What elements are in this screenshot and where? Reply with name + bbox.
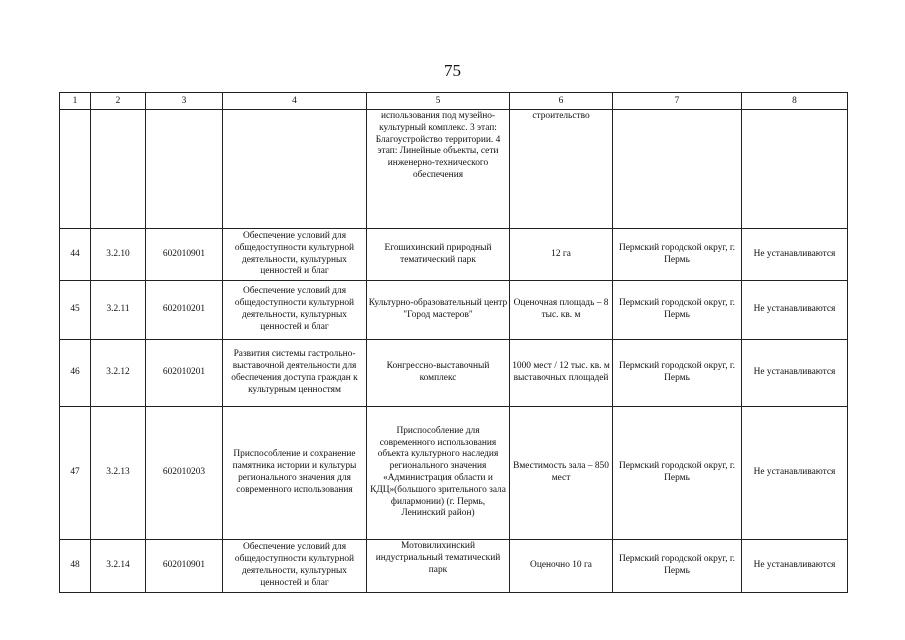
item-code-cell: 3.2.10 [91,229,146,281]
capacity-cell: 12 га [510,229,613,281]
budget-code-cell: 602010201 [146,340,223,407]
row-number-cell: 47 [60,407,91,540]
column-header: 8 [742,93,848,110]
column-header: 2 [91,93,146,110]
row-number-cell: 48 [60,540,91,593]
column-header: 1 [60,93,91,110]
object-cell: Культурно-образовательный центр "Город мастеров" [367,281,510,340]
table-row [60,229,848,281]
location-cell: Пермский городской округ, г. Пермь [613,340,742,407]
table-row [60,407,848,540]
budget-code-cell: 602010203 [146,407,223,540]
purpose-cell [223,110,367,229]
capacity-cell: Вместимость зала – 850 мест [510,407,613,540]
column-header: 7 [613,93,742,110]
object-cell: Конгрессно-выставочный комплекс [367,340,510,407]
capacity-cell: Оценочная площадь – 8 тыс. кв. м [510,281,613,340]
table-row [60,340,848,407]
zones-cell [742,110,848,229]
column-header: 6 [510,93,613,110]
capacity-cell: Оценочно 10 га [510,540,613,593]
budget-code-cell: 602010901 [146,540,223,593]
item-code-cell: 3.2.11 [91,281,146,340]
budget-code-cell: 602010201 [146,281,223,340]
column-header: 3 [146,93,223,110]
location-cell: Пермский городской округ, г. Пермь [613,407,742,540]
table-row-continuation [60,110,848,229]
zones-cell: Не устанавливаются [742,540,848,593]
purpose-cell: Развития системы гастрольно-выставочной деятельности для обеспечения доступа граждан к культурным ценностям [223,340,367,407]
row-number-cell: 44 [60,229,91,281]
table-row [60,540,848,593]
row-number-cell [60,110,91,229]
item-code-cell: 3.2.12 [91,340,146,407]
purpose-cell: Обеспечение условий для общедоступности культурной деятельности, культурных ценностей и благ [223,229,367,281]
object-cell: использования под музейно-культурный комплекс. 3 этап: Благоустройство территории. 4 этап: Линейные объекты, сети инженерно-технического обеспечения [367,110,510,229]
item-code-cell: 3.2.14 [91,540,146,593]
budget-code-cell: 602010901 [146,229,223,281]
location-cell: Пермский городской округ, г. Пермь [613,540,742,593]
location-cell: Пермский городской округ, г. Пермь [613,281,742,340]
table-row [60,281,848,340]
location-cell [613,110,742,229]
column-header: 5 [367,93,510,110]
capacity-cell: строительство [510,110,613,229]
budget-code-cell [146,110,223,229]
purpose-cell: Приспособление и сохранение памятника истории и культуры регионального значения для современного использования [223,407,367,540]
object-cell: Приспособление для современного использования объекта культурного наследия регионального значения «Администрация области и КДЦ»(большого зрительного зала филармонии) (г. Пермь, Ленинский район) [367,407,510,540]
zones-cell: Не устанавливаются [742,407,848,540]
object-cell: Егошихинский природный тематический парк [367,229,510,281]
zones-cell: Не устанавливаются [742,229,848,281]
zones-cell: Не устанавливаются [742,340,848,407]
objects-table [59,92,848,593]
item-code-cell: 3.2.13 [91,407,146,540]
object-cell: Мотовилихинский индустриальный тематический парк [367,540,510,593]
column-number-row [60,93,848,110]
capacity-cell: 1000 мест / 12 тыс. кв. м выставочных площадей [510,340,613,407]
purpose-cell: Обеспечение условий для общедоступности культурной деятельности, культурных ценностей и благ [223,540,367,593]
zones-cell: Не устанавливаются [742,281,848,340]
item-code-cell [91,110,146,229]
location-cell: Пермский городской округ, г. Пермь [613,229,742,281]
page-number: 75 [444,61,461,80]
row-number-cell: 45 [60,281,91,340]
row-number-cell: 46 [60,340,91,407]
purpose-cell: Обеспечение условий для общедоступности культурной деятельности, культурных ценностей и благ [223,281,367,340]
column-header: 4 [223,93,367,110]
